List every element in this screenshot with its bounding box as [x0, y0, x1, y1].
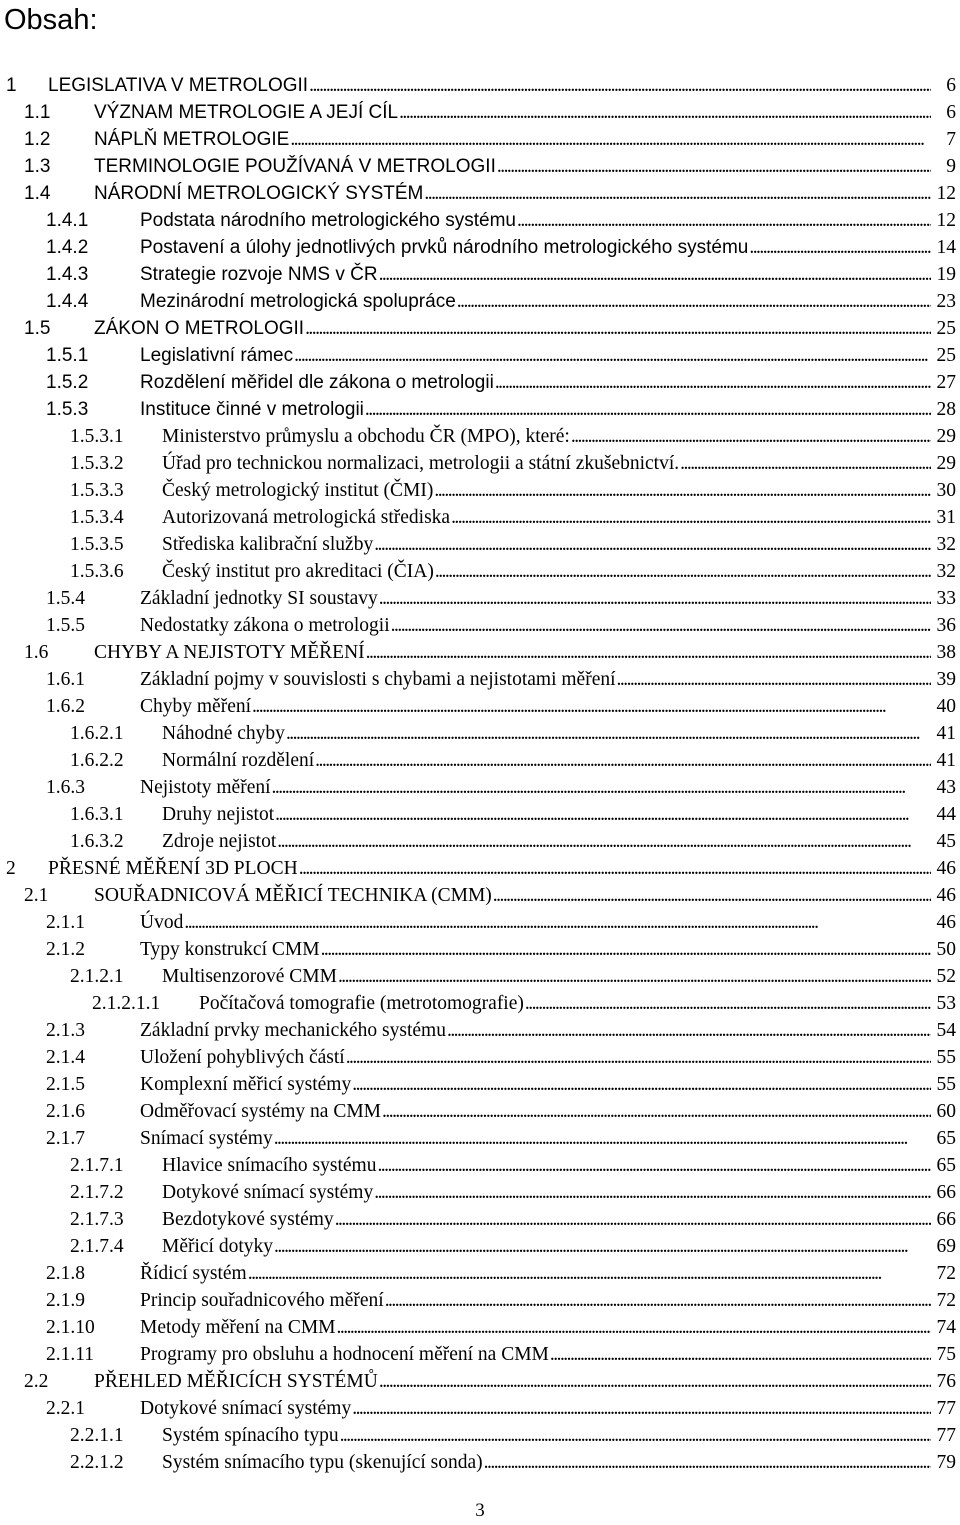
toc-entry[interactable] [0, 720, 960, 747]
toc-entry-title: Nedostatky zákona o metrologii [140, 615, 390, 636]
toc-entry[interactable] [0, 612, 960, 639]
toc-entry[interactable] [0, 585, 960, 612]
dot-leader [305, 315, 931, 342]
toc-entry-page: 31 [936, 507, 956, 528]
toc-entry-page: 65 [936, 1155, 956, 1176]
toc-entry-number: 1.4 [24, 183, 51, 204]
toc-entry-page: 45 [936, 831, 956, 852]
toc-entry[interactable] [0, 693, 960, 720]
toc-entry-number: 1.5.3.4 [70, 507, 124, 528]
toc-entry-title: Instituce činné v metrologii [140, 399, 364, 420]
toc-entry-title: Základní pojmy v souvislosti s chybami a nejistotami měření [140, 669, 616, 690]
toc-entry-title: Počítačová tomografie (metrotomografie) [199, 993, 524, 1014]
toc-entry-number: 1.5.1 [46, 345, 89, 366]
dot-leader [346, 1044, 931, 1071]
toc-entry-title: Úřad pro technickou normalizaci, metrologii a státní zkušebnictví. [162, 453, 680, 474]
toc-entry-page: 50 [936, 939, 956, 960]
toc-entry-page: 69 [936, 1236, 956, 1257]
dot-leader [184, 909, 931, 936]
toc-entry[interactable] [0, 423, 960, 450]
toc-entry-page: 75 [936, 1344, 956, 1365]
toc-entry[interactable] [0, 477, 960, 504]
toc-entry-number: 2.1.7.1 [70, 1155, 124, 1176]
toc-entry-page: 32 [936, 534, 956, 555]
toc-entry-number: 1.5.3.6 [70, 561, 124, 582]
toc-entry[interactable] [0, 1314, 960, 1341]
dot-leader [352, 1071, 931, 1098]
toc-entry-page: 33 [936, 588, 956, 609]
toc-entry[interactable] [0, 72, 960, 99]
toc-entry[interactable] [0, 207, 960, 234]
toc-entry[interactable] [0, 882, 960, 909]
toc-entry-number: 1.4.2 [46, 237, 89, 258]
toc-entry-title: SOUŘADNICOVÁ MĚŘICÍ TECHNIKA (CMM) [94, 885, 492, 906]
toc-entry-page: 66 [936, 1182, 956, 1203]
toc-entry-page: 72 [936, 1290, 956, 1311]
toc-entry-number: 2.1.7.3 [70, 1209, 124, 1230]
toc-entry-page: 79 [936, 1452, 956, 1473]
toc-entry-page: 66 [936, 1209, 956, 1230]
toc-entry-title: VÝZNAM METROLOGIE A JEJÍ CÍL [94, 102, 399, 123]
toc-entry-title: Hlavice snímacího systému [162, 1155, 377, 1176]
dot-leader [424, 180, 931, 207]
toc-entry-number: 2.2.1 [46, 1398, 85, 1419]
toc-entry[interactable] [0, 963, 960, 990]
toc-entry-page: 28 [936, 399, 956, 420]
toc-entry-title: Dotykové snímací systémy [140, 1398, 352, 1419]
toc-entry-number: 2.1.7 [46, 1128, 85, 1149]
toc-entry-number: 1.6.3 [46, 777, 85, 798]
toc-entry-title: Multisenzorové CMM [162, 966, 337, 987]
toc-entry-title: Normální rozdělení [162, 750, 315, 771]
toc-entry-page: 12 [936, 210, 956, 231]
toc-entry-page: 55 [936, 1047, 956, 1068]
toc-entry-title: Český metrologický institut (ČMI) [162, 480, 434, 501]
toc-entry[interactable] [0, 1368, 960, 1395]
toc-entry-title: Strategie rozvoje NMS v ČR [140, 264, 378, 285]
dot-leader [274, 1233, 931, 1260]
toc-entry-number: 1.5.3.1 [70, 426, 124, 447]
toc-entry-page: 46 [936, 858, 956, 879]
toc-entry-number: 1 [6, 75, 17, 96]
toc-entry-number: 1.6.1 [46, 669, 85, 690]
toc-entry-number: 2.1.6 [46, 1101, 85, 1122]
toc-entry-number: 2.1.9 [46, 1290, 85, 1311]
dot-leader [340, 1422, 931, 1449]
toc-entry-title: Programy pro obsluhu a hodnocení měření na CMM [140, 1344, 549, 1365]
toc-entry-number: 2.1.8 [46, 1263, 85, 1284]
toc-entry-title: Uložení pohyblivých částí [140, 1047, 345, 1068]
dot-leader [379, 1368, 931, 1395]
toc-entry-number: 1.4.3 [46, 264, 89, 285]
dot-leader [365, 396, 931, 423]
toc-entry-page: 77 [936, 1425, 956, 1446]
dot-leader [451, 504, 931, 531]
dot-leader [321, 936, 931, 963]
toc-entry[interactable] [0, 828, 960, 855]
toc-entry[interactable] [0, 1152, 960, 1179]
dot-leader [337, 1314, 931, 1341]
toc-entry-number: 2.1.3 [46, 1020, 85, 1041]
toc-entry-title: Autorizovaná metrologická střediska [162, 507, 451, 528]
toc-entry[interactable] [0, 774, 960, 801]
dot-leader [252, 693, 931, 720]
toc-entry-page: 46 [936, 885, 956, 906]
dot-leader [493, 882, 931, 909]
toc-entry-number: 1.5.3.3 [70, 480, 124, 501]
toc-entry-title: Úvod [140, 912, 184, 933]
toc-entry[interactable] [0, 936, 960, 963]
toc-entry-title: NÁPLŇ METROLOGIE [94, 129, 290, 150]
toc-entry-page: 72 [936, 1263, 956, 1284]
toc-entry-page: 76 [936, 1371, 956, 1392]
toc-entry-page: 54 [936, 1020, 956, 1041]
dot-leader [366, 639, 931, 666]
dot-leader [379, 585, 931, 612]
dot-leader [338, 963, 931, 990]
toc-entry-number: 1.4.1 [46, 210, 89, 231]
toc-entry[interactable] [0, 1071, 960, 1098]
toc-entry-number: 1.2 [24, 129, 51, 150]
toc-entry[interactable] [0, 180, 960, 207]
dot-leader [374, 1179, 931, 1206]
toc-entry-page: 12 [936, 183, 956, 204]
dot-leader [484, 1449, 931, 1476]
toc-entry[interactable] [0, 126, 960, 153]
toc-entry[interactable] [0, 153, 960, 180]
toc-entry-title: Metody měření na CMM [140, 1317, 336, 1338]
dot-leader [352, 1395, 931, 1422]
dot-leader [275, 801, 931, 828]
toc-entry-page: 14 [936, 237, 956, 258]
toc-entry[interactable] [0, 990, 960, 1017]
toc-entry-title: Odměřovací systémy na CMM [140, 1101, 382, 1122]
toc-entry-title: Měřicí dotyky [162, 1236, 274, 1257]
toc-entry-number: 1.6.2 [46, 696, 85, 717]
dot-leader [294, 342, 931, 369]
toc-entry-number: 2.1.4 [46, 1047, 85, 1068]
toc-entry[interactable] [0, 747, 960, 774]
dot-leader [571, 423, 931, 450]
toc-entry[interactable] [0, 1260, 960, 1287]
toc-entry-page: 29 [936, 453, 956, 474]
dot-leader [391, 612, 931, 639]
toc-entry-page: 6 [946, 102, 956, 123]
toc-entry-title: Český institut pro akreditaci (ČIA) [162, 561, 434, 582]
toc-entry-page: 27 [936, 372, 956, 393]
toc-entry-number: 1.5.3 [46, 399, 89, 420]
toc-entry[interactable] [0, 1395, 960, 1422]
toc-entry[interactable] [0, 801, 960, 828]
toc-entry-title: NÁRODNÍ METROLOGICKÝ SYSTÉM [94, 183, 424, 204]
toc-entry[interactable] [0, 1287, 960, 1314]
dot-leader [447, 1017, 931, 1044]
toc-entry-number: 1.6.3.1 [70, 804, 124, 825]
toc-entry-number: 2.1.10 [46, 1317, 95, 1338]
toc-entry-number: 2 [6, 858, 16, 879]
dot-leader [379, 261, 931, 288]
toc-entry-page: 32 [936, 561, 956, 582]
toc-entry-page: 25 [936, 345, 956, 366]
toc-entry-page: 55 [936, 1074, 956, 1095]
dot-leader [274, 1125, 931, 1152]
toc-entry[interactable] [0, 909, 960, 936]
page-number: 3 [475, 1500, 485, 1521]
toc-entry-title: Bezdotykové systémy [162, 1209, 334, 1230]
dot-leader [680, 450, 931, 477]
toc-entry-number: 1.3 [24, 156, 51, 177]
toc-entry-page: 77 [936, 1398, 956, 1419]
dot-leader [495, 369, 931, 396]
dot-leader [435, 558, 931, 585]
toc-entry[interactable] [0, 1179, 960, 1206]
dot-leader [335, 1206, 931, 1233]
toc-entry-title: Rozdělení měřidel dle zákona o metrologii [140, 372, 494, 393]
dot-leader [374, 531, 931, 558]
dot-leader [290, 126, 931, 153]
toc-entry[interactable] [0, 1125, 960, 1152]
toc-entry-title: Legislativní rámec [140, 345, 294, 366]
toc-entry[interactable] [0, 558, 960, 585]
toc-entry-number: 2.1.11 [46, 1344, 95, 1365]
toc-entry-page: 44 [936, 804, 956, 825]
toc-entry[interactable] [0, 504, 960, 531]
toc-entry-number: 2.1.1 [46, 912, 85, 933]
toc-entry-page: 29 [936, 426, 956, 447]
toc-entry-page: 23 [936, 291, 956, 312]
dot-leader [286, 720, 931, 747]
toc-entry-number: 2.2.1.1 [70, 1425, 124, 1446]
dot-leader [497, 153, 931, 180]
toc-entry[interactable] [0, 234, 960, 261]
toc-entry-page: 60 [936, 1101, 956, 1122]
toc-entry-page: 19 [936, 264, 956, 285]
dot-leader [272, 774, 931, 801]
toc-entry-page: 30 [936, 480, 956, 501]
toc-entry-title: PŘESNÉ MĚŘENÍ 3D PLOCH [48, 858, 298, 879]
toc-entry[interactable] [0, 450, 960, 477]
toc-entry-page: 41 [936, 750, 956, 771]
toc-entry-number: 1.6.2.1 [70, 723, 124, 744]
toc-entry[interactable] [0, 315, 960, 342]
toc-entry-number: 1.5 [24, 318, 51, 339]
toc-entry-number: 2.2 [24, 1371, 49, 1392]
dot-leader [309, 72, 931, 99]
toc-entry-number: 1.1 [24, 102, 51, 123]
toc-entry-title: Princip souřadnicového měření [140, 1290, 384, 1311]
toc-entry-number: 1.5.3.5 [70, 534, 124, 555]
toc-entry[interactable] [0, 531, 960, 558]
toc-entry-title: Systém spínacího typu [162, 1425, 339, 1446]
toc-entry-title: Řídicí systém [140, 1263, 247, 1284]
toc-entry-number: 2.2.1.2 [70, 1452, 124, 1473]
toc-entry-title: Náhodné chyby [162, 723, 285, 744]
toc-entry-page: 6 [946, 75, 956, 96]
toc-entry-page: 74 [936, 1317, 956, 1338]
toc-entry-number: 2.1.2.1 [70, 966, 124, 987]
toc-entry-page: 25 [936, 318, 956, 339]
dot-leader [749, 234, 931, 261]
dot-leader [277, 828, 931, 855]
dot-leader [525, 990, 931, 1017]
toc-entry[interactable] [0, 288, 960, 315]
toc-entry-page: 40 [936, 696, 956, 717]
dot-leader [299, 855, 931, 882]
toc-entry-page: 9 [946, 156, 956, 177]
toc-entry[interactable] [0, 639, 960, 666]
dot-leader [248, 1260, 931, 1287]
toc-entry[interactable] [0, 855, 960, 882]
toc-entry-number: 2.1 [24, 885, 49, 906]
toc-entry-number: 1.5.4 [46, 588, 85, 609]
page-title: Obsah: [4, 4, 98, 36]
toc-entry-title: Chyby měření [140, 696, 252, 717]
toc-entry-title: Typy konstrukcí CMM [140, 939, 320, 960]
toc-entry-number: 2.1.2 [46, 939, 85, 960]
toc-entry-number: 2.1.5 [46, 1074, 85, 1095]
toc-entry[interactable] [0, 1206, 960, 1233]
dot-leader [457, 288, 931, 315]
toc-entry[interactable] [0, 261, 960, 288]
toc-entry[interactable] [0, 1233, 960, 1260]
toc-entry[interactable] [0, 1422, 960, 1449]
toc-entry-title: TERMINOLOGIE POUŽÍVANÁ V METROLOGII [94, 156, 496, 177]
toc-entry-title: LEGISLATIVA V METROLOGII [48, 75, 309, 96]
toc-entry[interactable] [0, 1017, 960, 1044]
toc-entry[interactable] [0, 1341, 960, 1368]
dot-leader [315, 747, 931, 774]
toc-entry-page: 46 [936, 912, 956, 933]
toc-entry-title: Systém snímacího typu (skenující sonda) [162, 1452, 483, 1473]
toc-entry-title: CHYBY A NEJISTOTY MĚŘENÍ [94, 642, 365, 663]
toc-entry-number: 2.1.7.2 [70, 1182, 124, 1203]
toc-entry-number: 1.5.3.2 [70, 453, 124, 474]
toc-entry[interactable] [0, 342, 960, 369]
toc-entry-title: Zdroje nejistot [162, 831, 277, 852]
toc-entry[interactable] [0, 1098, 960, 1125]
toc-entry-page: 41 [936, 723, 956, 744]
toc-entry-title: ZÁKON O METROLOGII [94, 318, 305, 339]
table-of-contents [0, 72, 960, 1476]
toc-entry-page: 36 [936, 615, 956, 636]
toc-entry-page: 52 [936, 966, 956, 987]
toc-entry-title: Mezinárodní metrologická spolupráce [140, 291, 456, 312]
toc-entry-number: 1.5.5 [46, 615, 85, 636]
toc-entry-page: 38 [936, 642, 956, 663]
toc-entry-title: Nejistoty měření [140, 777, 271, 798]
toc-entry-title: Podstata národního metrologického systému [140, 210, 516, 231]
toc-entry-title: Střediska kalibrační služby [162, 534, 374, 555]
dot-leader [550, 1341, 931, 1368]
dot-leader [434, 477, 931, 504]
toc-entry-number: 1.4.4 [46, 291, 89, 312]
toc-entry-title: Postavení a úlohy jednotlivých prvků národního metrologického systému [140, 237, 749, 258]
toc-entry-page: 7 [946, 129, 956, 150]
toc-entry[interactable] [0, 369, 960, 396]
toc-entry-title: Komplexní měřicí systémy [140, 1074, 352, 1095]
dot-leader [377, 1152, 931, 1179]
toc-entry-page: 53 [936, 993, 956, 1014]
toc-entry[interactable] [0, 1044, 960, 1071]
toc-entry-number: 2.1.2.1.1 [92, 993, 161, 1014]
dot-leader [385, 1287, 931, 1314]
toc-entry-title: Základní prvky mechanického systému [140, 1020, 446, 1041]
dot-leader [382, 1098, 931, 1125]
toc-entry[interactable] [0, 666, 960, 693]
toc-entry-number: 1.6 [24, 642, 49, 663]
toc-entry-title: PŘEHLED MĚŘICÍCH SYSTÉMŮ [94, 1371, 378, 1392]
dot-leader [617, 666, 931, 693]
toc-entry-title: Ministerstvo průmyslu a obchodu ČR (MPO), které: [162, 426, 570, 447]
toc-entry-title: Dotykové snímací systémy [162, 1182, 374, 1203]
toc-entry-number: 1.6.2.2 [70, 750, 124, 771]
toc-entry-number: 2.1.7.4 [70, 1236, 124, 1257]
toc-entry[interactable] [0, 1449, 960, 1476]
toc-entry-title: Druhy nejistot [162, 804, 275, 825]
toc-entry[interactable] [0, 396, 960, 423]
dot-leader [399, 99, 931, 126]
toc-entry-page: 43 [936, 777, 956, 798]
toc-entry[interactable] [0, 99, 960, 126]
dot-leader [517, 207, 931, 234]
toc-entry-number: 1.6.3.2 [70, 831, 124, 852]
toc-entry-title: Základní jednotky SI soustavy [140, 588, 378, 609]
toc-entry-number: 1.5.2 [46, 372, 89, 393]
toc-entry-title: Snímací systémy [140, 1128, 273, 1149]
toc-entry-page: 39 [936, 669, 956, 690]
toc-entry-page: 65 [936, 1128, 956, 1149]
